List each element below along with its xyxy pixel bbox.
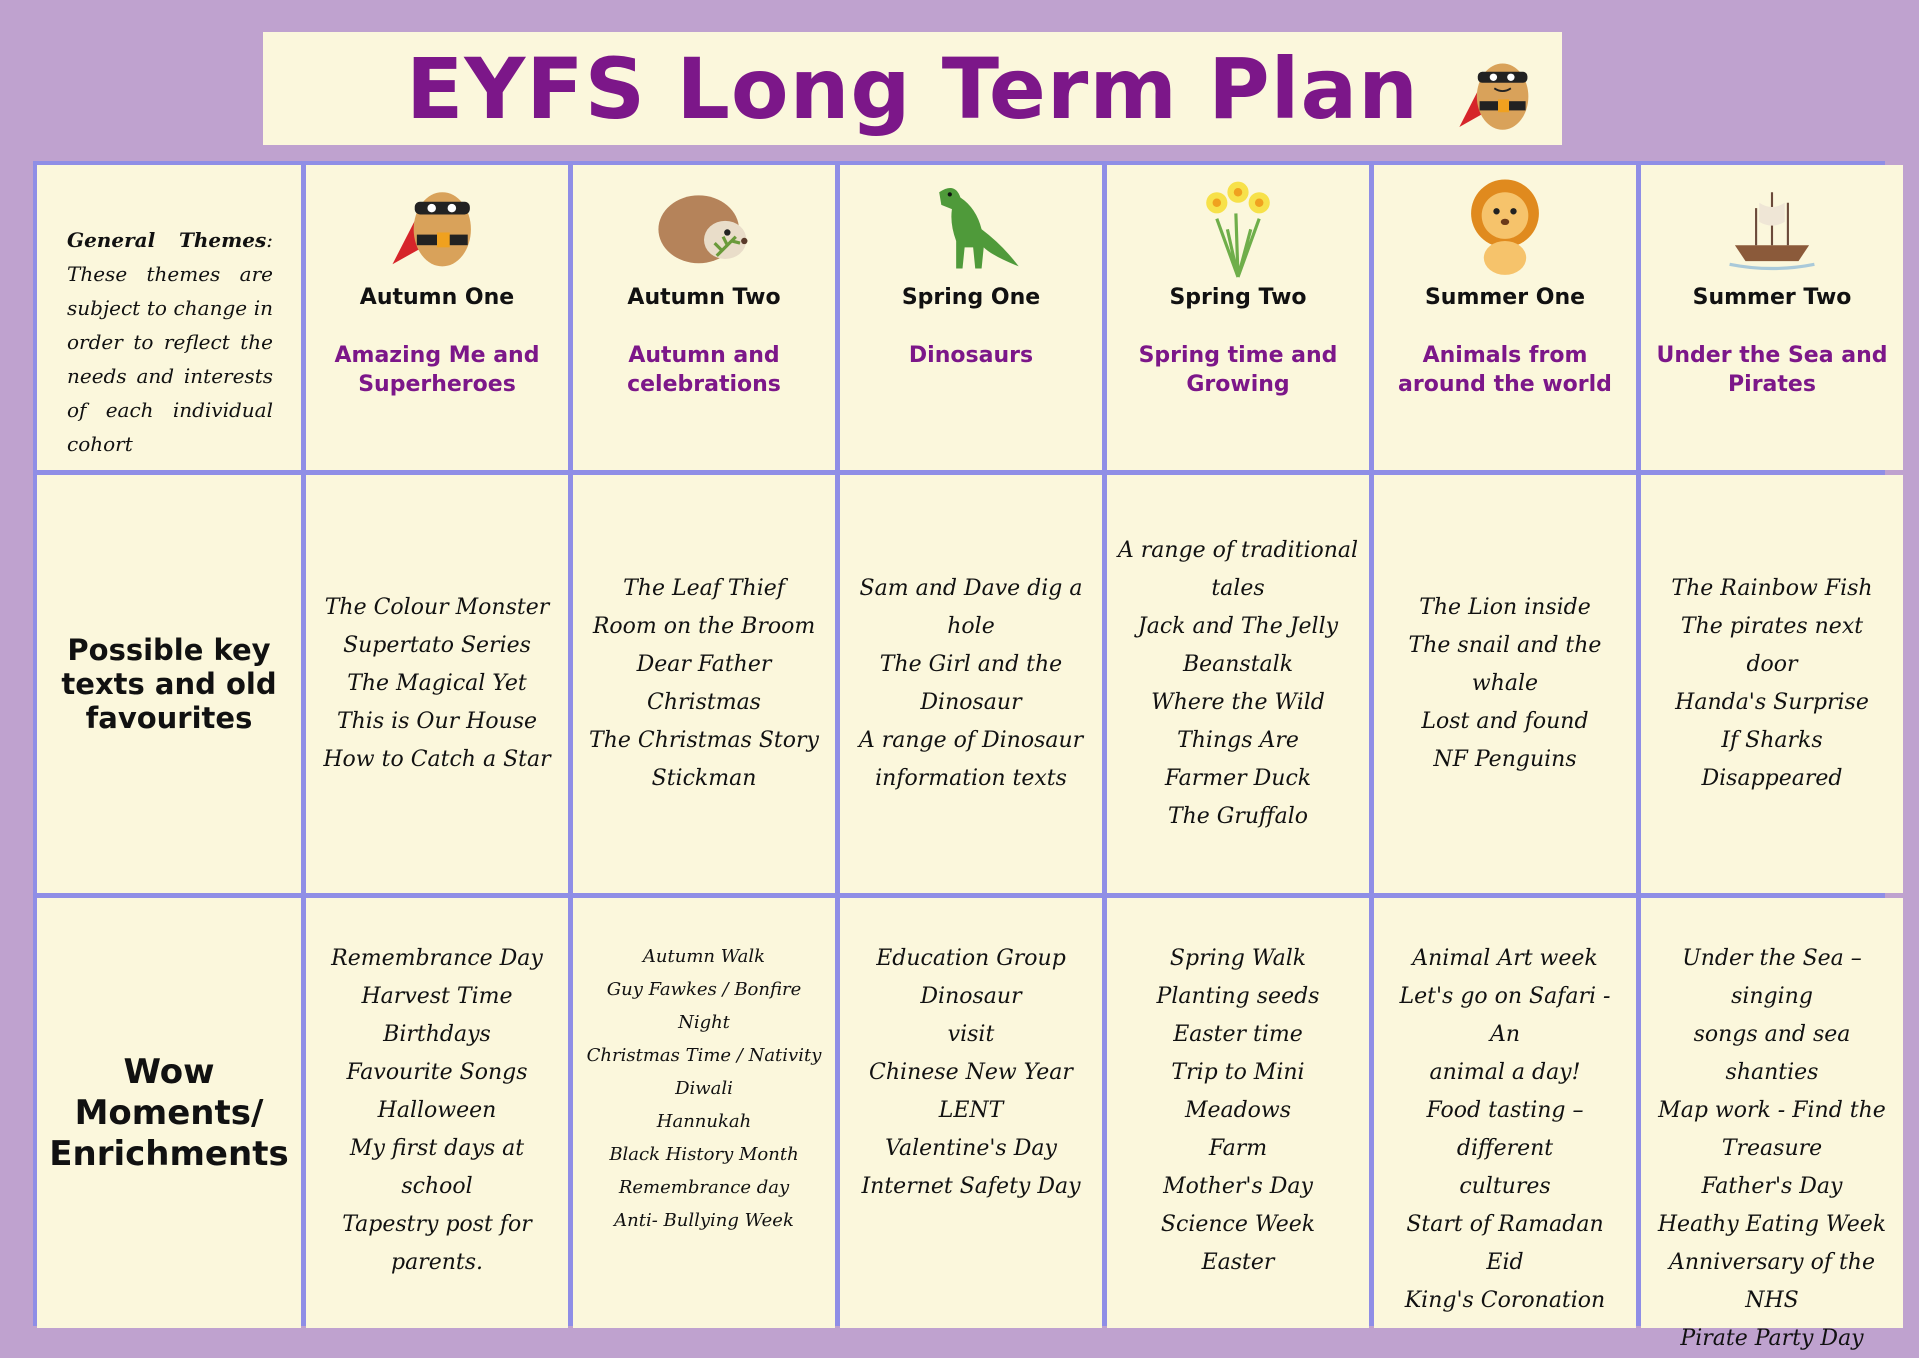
key-texts-spring-two (1107, 475, 1369, 893)
list-item: A range of traditional (1117, 538, 1359, 563)
list-item: The Girl and the (879, 652, 1063, 677)
list-item: door (1746, 652, 1798, 677)
list-item: Chinese New Year (869, 1060, 1073, 1085)
hedgehog-icon (649, 171, 759, 277)
theme-name: Dinosaurs (908, 343, 1034, 368)
list-item: Christmas (647, 690, 761, 715)
list-item: Trip to Mini Meadows (1171, 1060, 1305, 1123)
list-item: Start of Ramadan (1406, 1212, 1604, 1237)
list-item: Map work - Find the (1658, 1098, 1886, 1123)
page-title: EYFS Long Term Plan (406, 39, 1419, 138)
list-item: How to Catch a Star (323, 747, 551, 772)
wow-autumn-one (306, 898, 568, 1328)
list-item: Halloween (377, 1098, 497, 1123)
wow-list (1374, 940, 1636, 1320)
list-item: Education Group Dinosaur (876, 946, 1066, 1009)
list-item: The Gruffalo (1167, 804, 1309, 829)
term-name: Spring One (901, 285, 1041, 310)
wow-list (840, 940, 1102, 1206)
list-item: Where the Wild (1151, 690, 1325, 715)
list-item: Room on the Broom (592, 614, 816, 639)
key-texts-list (1663, 570, 1880, 798)
row-header-wow-moments: Wow Moments/ Enrichments (37, 898, 301, 1328)
list-item: Remembrance Day (331, 946, 543, 971)
list-item: Pirate Party Day (1680, 1326, 1864, 1351)
list-item: Handa's Surprise (1675, 690, 1869, 715)
list-item: King's Coronation (1404, 1288, 1606, 1313)
list-item: Jack and The Jelly (1137, 614, 1339, 639)
key-texts-list (1110, 532, 1366, 836)
list-item: Anniversary of the NHS (1669, 1250, 1875, 1313)
list-item: Spring Walk (1169, 946, 1307, 971)
list-item: Valentine's Day (885, 1136, 1057, 1161)
term-name: Spring Two (1169, 285, 1307, 310)
list-item: information texts (875, 766, 1067, 791)
row-header-key-texts: Possible key texts and old favourites (37, 475, 301, 893)
wow-list (579, 940, 830, 1237)
list-item: Under the Sea – singing (1682, 946, 1862, 1009)
key-texts-autumn-one (306, 475, 568, 893)
list-item: Christmas Time / Nativity (586, 1045, 822, 1066)
theme-name: Under the Sea and Pirates (1656, 343, 1888, 397)
list-item: The Rainbow Fish (1671, 576, 1873, 601)
key-texts-list (1401, 589, 1610, 779)
list-item: The Colour Monster (324, 595, 550, 620)
dinosaur-icon (916, 171, 1026, 277)
list-item: Heathy Eating Week (1657, 1212, 1887, 1237)
list-item: tales (1211, 576, 1265, 601)
list-item: Eid (1486, 1250, 1524, 1275)
list-item: Favourite Songs (346, 1060, 528, 1085)
list-item: Farmer Duck (1164, 766, 1312, 791)
list-item: Easter time (1173, 1022, 1303, 1047)
list-item: NF Penguins (1433, 747, 1577, 772)
list-item: Animal Art week (1412, 946, 1598, 971)
term-name: Autumn Two (627, 285, 781, 310)
key-texts-spring-one (840, 475, 1102, 893)
list-item: Dear Father (636, 652, 772, 677)
list-item: My first days at school (349, 1136, 525, 1199)
list-item: Harvest Time (361, 984, 513, 1009)
pirate-ship-icon (1717, 171, 1827, 277)
list-item: Internet Safety Day (861, 1174, 1081, 1199)
list-item: Autumn Walk (642, 946, 766, 967)
list-item: cultures (1459, 1174, 1551, 1199)
list-item: Things Are (1177, 728, 1299, 753)
theme-name: Amazing Me and Superheroes (334, 343, 540, 397)
wow-list (1107, 940, 1369, 1282)
key-texts-summer-one (1374, 475, 1636, 893)
daffodil-icon (1183, 171, 1293, 277)
list-item: The Magical Yet (347, 671, 527, 696)
list-item: Father's Day (1701, 1174, 1843, 1199)
list-item: This is Our House (336, 709, 538, 734)
list-item: hole (947, 614, 995, 639)
list-item: Easter (1201, 1250, 1275, 1275)
list-item: songs and sea shanties (1693, 1022, 1851, 1085)
list-item: Lost and found (1421, 709, 1589, 734)
general-themes-cell (37, 165, 301, 470)
wow-list (306, 940, 568, 1282)
theme-cell-spring-one (840, 165, 1102, 470)
superhero-potato-icon (1452, 44, 1544, 140)
key-texts-summer-two (1641, 475, 1903, 893)
list-item: Science Week (1160, 1212, 1316, 1237)
general-themes-body: : These themes are subject to change in order to reflect the needs and interests of each individual cohort (67, 227, 273, 456)
wow-summer-two (1641, 898, 1903, 1351)
list-item: Hannukah (656, 1111, 752, 1132)
list-item: LENT (938, 1098, 1004, 1123)
list-item: Dinosaur (920, 690, 1022, 715)
term-name: Summer Two (1692, 285, 1852, 310)
list-item: The Leaf Thief (623, 576, 785, 601)
list-item: Black History Month (609, 1144, 799, 1165)
key-texts-list (315, 589, 558, 779)
list-item: Planting seeds (1156, 984, 1320, 1009)
list-item: Mother's Day (1163, 1174, 1313, 1199)
theme-cell-autumn-two (573, 165, 835, 470)
list-item: Beanstalk (1182, 652, 1294, 677)
wow-list (1641, 940, 1903, 1358)
list-item: Supertato Series (343, 633, 531, 658)
list-item: animal a day! (1429, 1060, 1581, 1085)
wow-autumn-two (573, 898, 835, 1328)
list-item: Disappeared (1701, 766, 1843, 791)
theme-cell-summer-two (1641, 165, 1903, 470)
list-item: If Sharks (1721, 728, 1823, 753)
list-item: The snail and the (1408, 633, 1602, 658)
list-item: Stickman (651, 766, 757, 791)
list-item: Tapestry post for parents. (342, 1212, 532, 1275)
key-texts-list (581, 570, 827, 798)
list-item: Treasure (1721, 1136, 1823, 1161)
theme-cell-summer-one (1374, 165, 1636, 470)
list-item: A range of Dinosaur (858, 728, 1084, 753)
list-item: Let's go on Safari - An (1399, 984, 1611, 1047)
lion-icon (1450, 171, 1560, 277)
superhero-potato-icon (382, 171, 492, 277)
list-item: Diwali (675, 1078, 733, 1099)
theme-cell-autumn-one (306, 165, 568, 470)
term-name: Summer One (1424, 285, 1586, 310)
theme-name: Spring time and Growing (1138, 343, 1338, 397)
list-item: Sam and Dave dig a (859, 576, 1083, 601)
key-texts-autumn-two (573, 475, 835, 893)
theme-cell-spring-two (1107, 165, 1369, 470)
list-item: Night (678, 1012, 730, 1033)
list-item: Food tasting – different (1426, 1098, 1584, 1161)
list-item: Birthdays (383, 1022, 491, 1047)
term-name: Autumn One (359, 285, 515, 310)
list-item: Anti- Bullying Week (614, 1210, 794, 1231)
title-banner (263, 32, 1562, 145)
list-item: The Lion inside (1419, 595, 1591, 620)
general-themes-text (67, 223, 273, 461)
wow-summer-one (1374, 898, 1636, 1328)
list-item: visit (947, 1022, 995, 1047)
general-themes-label: General Themes (67, 227, 267, 252)
theme-name: Animals from around the world (1398, 343, 1612, 397)
theme-name: Autumn and celebrations (627, 343, 781, 397)
plan-grid (33, 161, 1888, 1351)
list-item: Remembrance day (618, 1177, 790, 1198)
key-texts-list (851, 570, 1091, 798)
wow-spring-two (1107, 898, 1369, 1328)
wow-spring-one (840, 898, 1102, 1328)
list-item: whale (1471, 671, 1539, 696)
list-item: Farm (1208, 1136, 1268, 1161)
list-item: The pirates next (1680, 614, 1864, 639)
list-item: The Christmas Story (589, 728, 819, 753)
list-item: Guy Fawkes / Bonfire (606, 979, 802, 1000)
